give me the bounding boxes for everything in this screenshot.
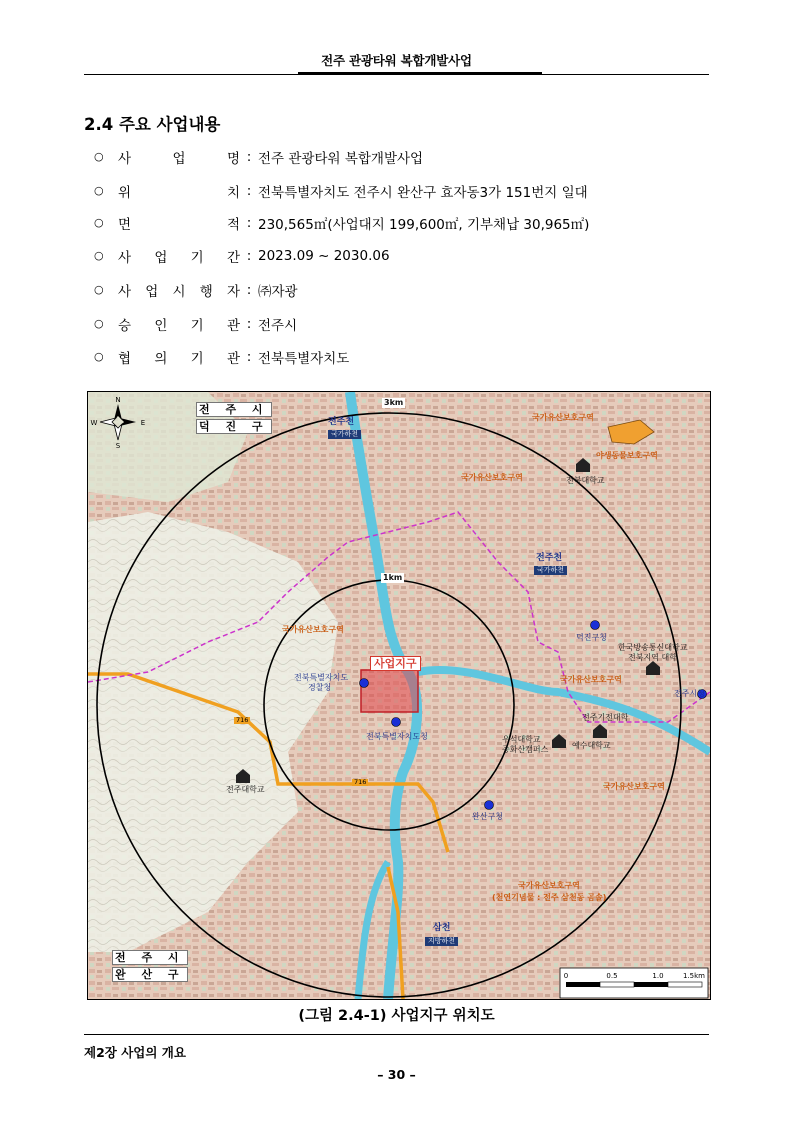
info-label [118,347,240,367]
info-value: 전북특별자치도 [258,351,350,367]
colon: : [246,248,252,264]
label-char: 시 [172,284,186,300]
bullet-icon: ○ [94,150,104,163]
colon: : [246,349,252,365]
wildlife-label: 야생동물보호구역 [596,451,658,460]
info-value: ㈜자광 [258,284,298,300]
info-label [118,314,240,334]
info-value: 전주 관광타워 복합개발사업 [258,151,424,167]
bullet-icon: ○ [94,350,104,363]
heritage-label: 국가유산보호구역 [603,782,665,791]
district-label: 전 주 시 [112,950,188,965]
info-label [118,181,240,201]
bullet-icon: ○ [94,249,104,262]
bullet-icon: ○ [94,216,104,229]
place-label: 전북특별자치도 [294,673,349,682]
place-label: 전북대학교 [566,476,605,485]
info-row-developer [94,279,298,301]
bullet-icon: ○ [94,184,104,197]
stream-label: 전주천 [536,553,563,563]
place-label: 우석대학교 [502,735,541,744]
location-map [87,391,711,1000]
info-label [118,147,240,167]
header-title: 전주 관광타워 복합개발사업 [321,53,472,68]
label-char: 면 [118,217,132,233]
info-row-area [94,212,589,234]
section-title: 2.4 주요 사업내용 [84,115,221,134]
place-label: 덕진구청 [576,633,607,642]
colon: : [246,183,252,199]
label-char: 업 [154,250,168,266]
heritage-label: 국가유산보호구역 [518,881,580,890]
info-row-location [94,180,588,202]
bullet-icon: ○ [94,317,104,330]
place-label: 전주기전대학 [582,713,629,722]
scale-tick: 1.5km [682,972,706,980]
label-char: 업 [145,284,159,300]
district-label: 덕 진 구 [196,419,272,434]
label-char: 관 [226,351,240,367]
district-label: 전 주 시 [196,402,272,417]
label-char: 사 [118,151,132,167]
stream-label: 전주천 [328,417,355,427]
label-char: 관 [226,318,240,334]
compass-w: W [90,419,98,427]
compass-s: S [115,442,121,450]
place-label: 전주대학교 [226,785,265,794]
info-label [118,213,240,233]
place-label: 경찰청 [308,683,332,692]
scale-tick: 0.5 [606,972,618,980]
info-label [118,246,240,266]
label-char: 협 [118,351,132,367]
colon: : [246,215,252,231]
label-char: 기 [190,351,204,367]
stream-badge: 국가하천 [328,430,361,439]
info-value: 230,565㎡(사업대지 199,600㎡, 기부채납 30,965㎡) [258,217,590,233]
district-label: 완 산 구 [112,967,188,982]
label-char: 업 [172,151,186,167]
bullet-icon: ○ [94,283,104,296]
label-char: 간 [226,250,240,266]
header-rule-accent [298,72,542,75]
scale-tick: 0 [563,972,569,980]
info-row-consult [94,346,349,368]
page-number: – 30 – [377,1067,416,1082]
info-row-project [94,146,423,168]
info-value: 2023.09 ~ 2030.06 [258,248,390,264]
stream-badge: 지방하천 [425,937,458,946]
info-row-period [94,245,390,267]
place-label: 전주시청 [674,689,705,698]
label-char: 자 [226,284,240,300]
info-value: 전북특별자치도 전주시 완산구 효자동3가 151번지 일대 [258,185,588,201]
label-char: 승 [118,318,132,334]
label-char: 사 [118,284,132,300]
label-char: 치 [226,185,240,201]
ring-label-3km: 3km [384,398,404,407]
heritage-label: 국가유산보호구역 [560,675,622,684]
place-label: 한국방송통신대학교 [618,643,688,652]
heritage-label: 국가유산보호구역 [282,625,344,634]
scale-tick: 1.0 [652,972,664,980]
place-label: 예수대학교 [572,741,611,750]
wansan-office-marker [485,801,494,810]
road-number: 716 [354,778,367,786]
scale-bar [560,968,708,998]
prov-office-marker [392,718,401,727]
label-char: 기 [190,318,204,334]
place-label: 중화산캠퍼스 [502,745,549,754]
place-label: 전북지역 대학 [628,653,677,662]
label-char: 명 [226,151,240,167]
road-number: 716 [236,716,249,724]
figure-caption: (그림 2.4-1) 사업지구 위치도 [298,1008,495,1024]
info-value: 전주시 [258,318,298,334]
label-char: 위 [118,185,132,201]
label-char: 인 [154,318,168,334]
heritage-label: 국가유산보호구역 [461,473,523,482]
project-site-label: 사업지구 [370,656,421,671]
label-char: 적 [226,217,240,233]
compass-n: N [115,396,121,404]
deokjin-office-marker [591,621,600,630]
info-row-approval [94,313,297,335]
police-marker [360,679,369,688]
place-label: 완산구청 [472,812,503,821]
compass-e: E [140,419,146,427]
stream-label: 삼천 [433,923,451,933]
colon: : [246,149,252,165]
place-label: 전북특별자치도청 [366,732,428,741]
project-site-area [361,670,418,712]
heritage-label: 국가유산보호구역 [532,413,594,422]
map-graphic [88,392,710,999]
footer-rule [84,1034,709,1035]
colon: : [246,316,252,332]
footer-chapter: 제2장 사업의 개요 [84,1045,186,1060]
ring-label-1km: 1km [383,573,403,582]
heritage-label: (천연기념물 : 전주 삼천동 곰솔) [492,893,607,902]
label-char: 사 [118,250,132,266]
stream-badge: 국가하천 [534,566,567,575]
label-char: 의 [154,351,168,367]
colon: : [246,282,252,298]
label-char: 기 [190,250,204,266]
label-char: 행 [199,284,213,300]
info-label [118,280,240,300]
